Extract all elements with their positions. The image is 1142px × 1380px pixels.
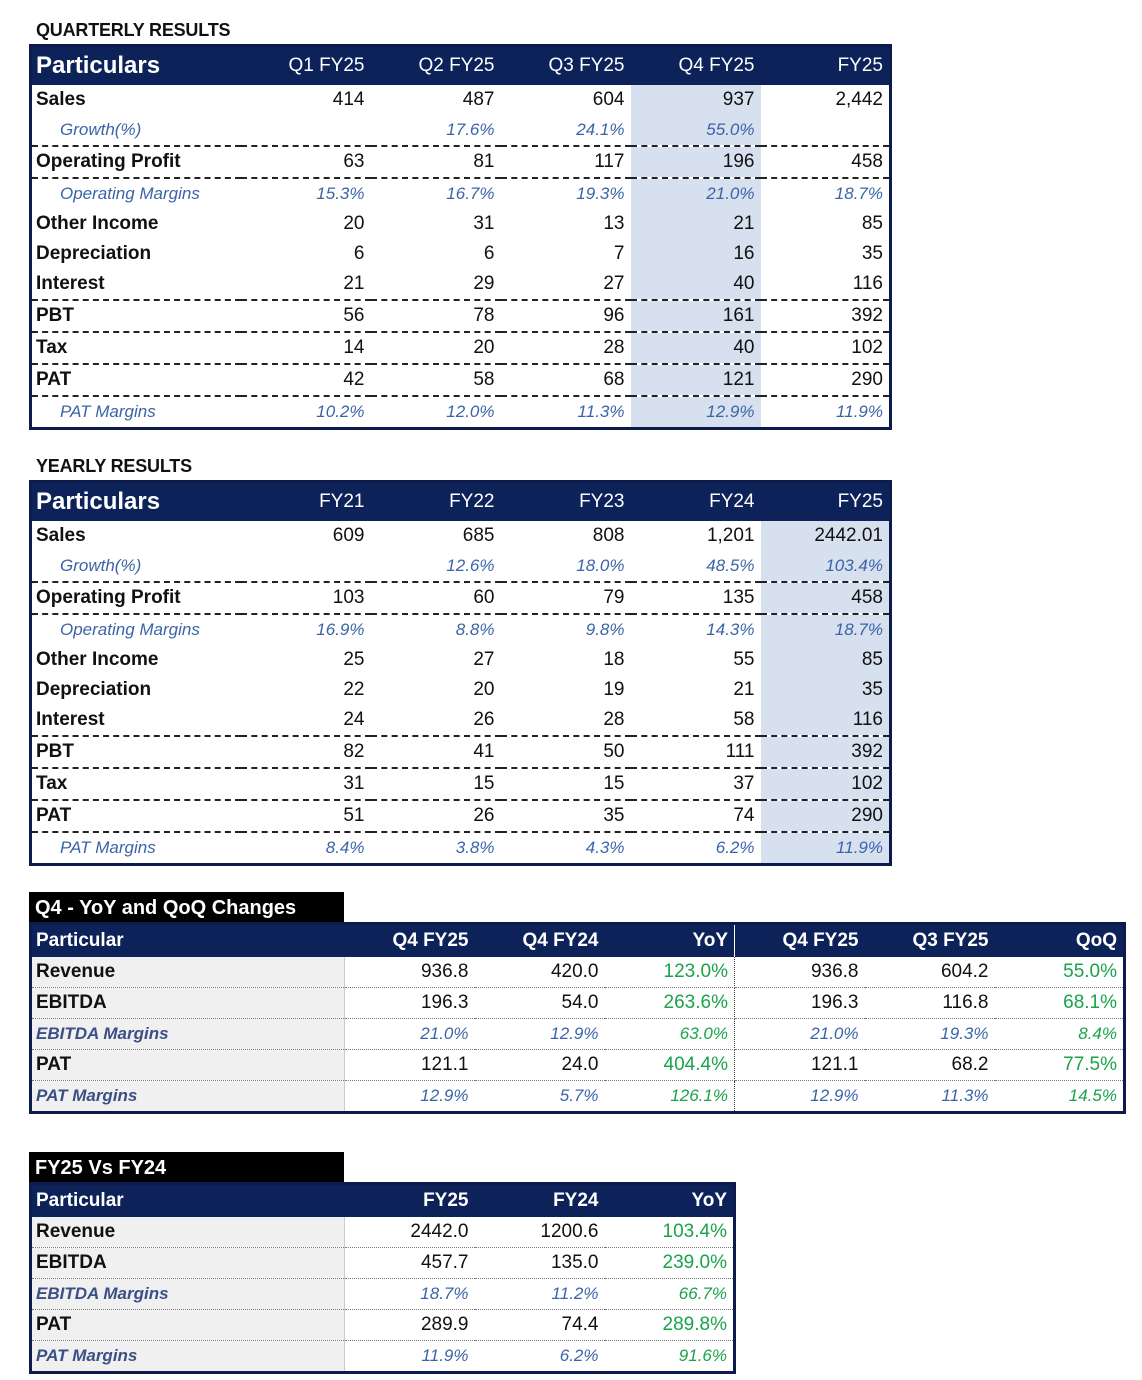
cell-revenue-qoq-5: 55.0% (995, 957, 1125, 988)
row-label-interest: Interest (31, 705, 241, 736)
cell-tax-fy23: 15 (501, 768, 631, 800)
cell-pat-fy25: 290 (761, 364, 891, 396)
cell-ebitda-yoy-2: 263.6% (605, 988, 735, 1019)
cell-pat-qoq-5: 77.5% (995, 1050, 1125, 1081)
header-fy25: FY25 (761, 482, 891, 522)
fy-changes-table (29, 1182, 736, 1374)
row-label-operating-profit: Operating Profit (31, 146, 241, 178)
cell-depreciation-fy21: 22 (343, 679, 365, 700)
row-label-other-income: Other Income (36, 649, 159, 670)
cell-growth-fy23: 18.0% (501, 551, 631, 582)
cell-growth-fy22: 12.6% (371, 551, 501, 582)
cell-pat-margins-fy21: 8.4% (325, 838, 365, 857)
q4-changes-title: Q4 - YoY and QoQ Changes (29, 892, 344, 924)
table-row (31, 1310, 735, 1341)
cell-ebitda-margins-q3-fy25-4: 19.3% (865, 1019, 995, 1050)
cell-pbt-q1-fy25: 56 (241, 300, 371, 332)
table-row (31, 1279, 735, 1310)
fy-changes-title: FY25 Vs FY24 (29, 1152, 344, 1184)
cell-pbt-fy24: 111 (631, 736, 761, 768)
cell-pbt-q4-fy25: 161 (631, 300, 761, 332)
header-particular: Particular (31, 924, 345, 958)
cell-other-income-fy24: 55 (733, 649, 755, 670)
cell-depreciation-q1-fy25: 6 (353, 243, 365, 264)
cell-other-income-q2-fy25: 31 (473, 213, 495, 234)
cell-pat-yoy-2: 289.8% (605, 1310, 735, 1341)
row-label-revenue: Revenue (31, 1217, 345, 1248)
cell-pat-margins-q4-fy25: 12.9% (631, 396, 761, 429)
cell-operating-margins-fy25: 18.7% (761, 614, 891, 645)
cell-pat-yoy-2: 404.4% (605, 1050, 735, 1081)
cell-tax-fy25: 102 (761, 768, 891, 800)
row-label-pat-margins: PAT Margins (31, 1081, 345, 1113)
table-row (31, 146, 891, 178)
cell-operating-profit-fy23: 79 (501, 582, 631, 614)
cell-operating-profit-fy25: 458 (761, 146, 891, 178)
cell-operating-profit-q3-fy25: 117 (501, 146, 631, 178)
table-header-row (31, 482, 891, 522)
table-row (31, 832, 891, 865)
cell-pbt-fy25: 392 (761, 736, 891, 768)
cell-operating-profit-fy22: 60 (371, 582, 501, 614)
cell-operating-profit-q4-fy25: 196 (631, 146, 761, 178)
cell-pat-q4-fy25-3: 121.1 (735, 1050, 865, 1081)
cell-pbt-fy22: 41 (371, 736, 501, 768)
cell-pat-margins-q3-fy25: 11.3% (577, 402, 625, 421)
quarterly-results-table (29, 44, 892, 430)
row-label-pat: PAT (31, 1050, 345, 1081)
cell-tax-fy22: 15 (371, 768, 501, 800)
cell-ebitda-margins-yoy-2: 66.7% (605, 1279, 735, 1310)
cell-depreciation-q3-fy25: 7 (613, 243, 625, 264)
cell-pat-fy23: 35 (501, 800, 631, 832)
cell-ebitda-q4-fy25-0: 196.3 (345, 988, 475, 1019)
header-fy24: FY24 (631, 482, 761, 522)
cell-sales-fy22: 685 (462, 525, 495, 546)
header-fy24: FY24 (475, 1184, 605, 1218)
cell-depreciation-fy22: 20 (473, 679, 495, 700)
row-label-pat: PAT (31, 800, 241, 832)
cell-other-income-fy25: 85 (761, 645, 891, 675)
header-q3-fy25: Q3 FY25 (865, 924, 995, 958)
cell-sales-fy25: 2442.01 (761, 521, 891, 551)
cell-pbt-fy21: 82 (241, 736, 371, 768)
header-particulars: Particulars (31, 46, 241, 86)
table-row (31, 521, 891, 551)
cell-pbt-fy23: 50 (501, 736, 631, 768)
cell-growth-fy21 (241, 551, 371, 582)
header-q4-fy25: Q4 FY25 (631, 46, 761, 86)
cell-revenue-yoy-2: 103.4% (605, 1217, 735, 1248)
table-row (31, 1050, 1125, 1081)
cell-ebitda-margins-q4-fy24-1: 12.9% (475, 1019, 605, 1050)
table-row (31, 300, 891, 332)
table-row (31, 675, 891, 705)
cell-pbt-q3-fy25: 96 (501, 300, 631, 332)
cell-other-income-fy22: 27 (473, 649, 495, 670)
cell-ebitda-margins-qoq-5: 8.4% (995, 1019, 1125, 1050)
table-header-row (31, 924, 1125, 958)
row-label-tax: Tax (31, 768, 241, 800)
cell-operating-margins-q2-fy25: 16.7% (446, 184, 495, 203)
row-label-sales: Sales (36, 89, 86, 110)
header-fy21: FY21 (241, 482, 371, 522)
row-label-tax: Tax (31, 332, 241, 364)
table-row (31, 768, 891, 800)
row-label-operating-margins: Operating Margins (60, 184, 200, 203)
cell-other-income-fy23: 18 (603, 649, 625, 670)
cell-pbt-fy25: 392 (761, 300, 891, 332)
cell-pat-margins-q3-fy25-4: 11.3% (941, 1086, 989, 1105)
cell-operating-margins-fy25: 18.7% (834, 184, 883, 203)
cell-pat-margins-fy23: 4.3% (585, 838, 625, 857)
table-row (31, 1019, 1125, 1050)
table-row (31, 1341, 735, 1373)
cell-pat-margins-fy24-1: 6.2% (559, 1346, 599, 1365)
table-row (31, 1248, 735, 1279)
header-q4-fy25: Q4 FY25 (345, 924, 475, 958)
table-row (31, 209, 891, 239)
cell-growth-q4-fy25: 55.0% (631, 115, 761, 146)
row-label-ebitda: EBITDA (31, 1248, 345, 1279)
cell-operating-profit-fy21: 103 (241, 582, 371, 614)
cell-ebitda-fy24-1: 135.0 (475, 1248, 605, 1279)
cell-interest-fy23: 28 (501, 705, 631, 736)
cell-growth-q2-fy25: 17.6% (371, 115, 501, 146)
cell-revenue-fy24-1: 1200.6 (475, 1217, 605, 1248)
cell-sales-q3-fy25: 604 (592, 89, 625, 110)
row-label-interest: Interest (31, 269, 241, 300)
table-row (31, 85, 891, 115)
cell-ebitda-margins-yoy-2: 63.0% (605, 1019, 735, 1050)
table-row (31, 1217, 735, 1248)
row-label-pat: PAT (31, 364, 241, 396)
row-label-growth: Growth(%) (31, 551, 241, 582)
cell-revenue-q4-fy25-3: 936.8 (735, 957, 865, 988)
cell-pat-q4-fy25-0: 121.1 (345, 1050, 475, 1081)
table-row (31, 396, 891, 429)
table-row (31, 988, 1125, 1019)
cell-interest-q4-fy25: 40 (631, 269, 761, 300)
header-yoy: YoY (605, 924, 735, 958)
cell-interest-fy22: 26 (371, 705, 501, 736)
cell-sales-fy25: 2,442 (835, 89, 883, 110)
table-row (31, 1081, 1125, 1113)
cell-sales-q1-fy25: 414 (332, 89, 365, 110)
table-header-row (31, 46, 891, 86)
row-label-depreciation: Depreciation (36, 679, 152, 700)
row-label-pat-margins: PAT Margins (60, 402, 156, 421)
cell-operating-margins-q1-fy25: 15.3% (316, 184, 365, 203)
cell-interest-fy25: 116 (761, 269, 891, 300)
cell-sales-q2-fy25: 487 (462, 89, 495, 110)
cell-ebitda-q3-fy25-4: 116.8 (865, 988, 995, 1019)
table-row (31, 364, 891, 396)
cell-other-income-q3-fy25: 13 (603, 213, 625, 234)
row-label-operating-margins: Operating Margins (60, 620, 200, 639)
header-q4-fy24: Q4 FY24 (475, 924, 605, 958)
cell-pat-margins-fy25-0: 11.9% (421, 1346, 469, 1365)
header-qoq: QoQ (995, 924, 1125, 958)
header-fy25: FY25 (761, 46, 891, 86)
cell-tax-q2-fy25: 20 (371, 332, 501, 364)
table-row (31, 582, 891, 614)
cell-interest-q1-fy25: 21 (241, 269, 371, 300)
row-label-revenue: Revenue (31, 957, 345, 988)
cell-ebitda-fy25-0: 457.7 (345, 1248, 475, 1279)
cell-pat-fy22: 26 (371, 800, 501, 832)
cell-revenue-fy25-0: 2442.0 (345, 1217, 475, 1248)
cell-ebitda-yoy-2: 239.0% (605, 1248, 735, 1279)
table-row (31, 736, 891, 768)
cell-interest-q2-fy25: 29 (371, 269, 501, 300)
cell-growth-q1-fy25 (241, 115, 371, 146)
cell-ebitda-qoq-5: 68.1% (995, 988, 1125, 1019)
row-label-operating-profit: Operating Profit (31, 582, 241, 614)
cell-operating-margins-fy24: 14.3% (706, 620, 755, 639)
cell-operating-margins-fy22: 8.8% (455, 620, 495, 639)
cell-operating-profit-q2-fy25: 81 (371, 146, 501, 178)
row-label-ebitda-margins: EBITDA Margins (31, 1019, 345, 1050)
row-label-ebitda: EBITDA (31, 988, 345, 1019)
cell-tax-q1-fy25: 14 (241, 332, 371, 364)
cell-pat-margins-fy25: 11.9% (761, 832, 891, 865)
cell-pat-margins-fy22: 3.8% (455, 838, 495, 857)
table-row (31, 332, 891, 364)
cell-tax-q4-fy25: 40 (631, 332, 761, 364)
cell-depreciation-fy25: 35 (861, 243, 883, 264)
header-q4-fy25-2: Q4 FY25 (735, 924, 865, 958)
row-label-growth: Growth(%) (31, 115, 241, 146)
yearly-results-title: YEARLY RESULTS (36, 456, 192, 476)
table-row (31, 800, 891, 832)
table-row (31, 178, 891, 209)
cell-revenue-yoy-2: 123.0% (605, 957, 735, 988)
cell-revenue-q4-fy25-0: 936.8 (345, 957, 475, 988)
cell-depreciation-fy25: 35 (761, 675, 891, 705)
cell-pat-margins-q4-fy25-3: 12.9% (810, 1086, 859, 1105)
cell-pat-q2-fy25: 58 (371, 364, 501, 396)
header-q3-fy25: Q3 FY25 (501, 46, 631, 86)
header-yoy: YoY (605, 1184, 735, 1218)
cell-depreciation-q4-fy25: 16 (631, 239, 761, 269)
cell-operating-profit-fy24: 135 (631, 582, 761, 614)
cell-growth-q3-fy25: 24.1% (501, 115, 631, 146)
cell-sales-fy23: 808 (592, 525, 625, 546)
cell-pat-margins-yoy-2: 126.1% (605, 1081, 735, 1113)
row-label-sales: Sales (36, 525, 86, 546)
header-particulars: Particulars (31, 482, 241, 522)
row-label-pat-margins: PAT Margins (60, 838, 156, 857)
cell-tax-q3-fy25: 28 (501, 332, 631, 364)
table-row (31, 551, 891, 582)
row-label-ebitda-margins: EBITDA Margins (31, 1279, 345, 1310)
cell-pat-margins-yoy-2: 91.6% (678, 1346, 727, 1365)
header-fy23: FY23 (501, 482, 631, 522)
table-row (31, 645, 891, 675)
table-row (31, 705, 891, 736)
cell-other-income-fy21: 25 (343, 649, 365, 670)
row-label-pbt: PBT (31, 300, 241, 332)
cell-pat-q3-fy25: 68 (501, 364, 631, 396)
cell-pat-q4-fy24-1: 24.0 (475, 1050, 605, 1081)
quarterly-results-title: QUARTERLY RESULTS (36, 20, 231, 40)
cell-tax-fy25: 102 (761, 332, 891, 364)
cell-pat-fy24-1: 74.4 (475, 1310, 605, 1341)
cell-sales-q4-fy25: 937 (631, 85, 761, 115)
table-row (31, 614, 891, 645)
row-label-other-income: Other Income (36, 213, 159, 234)
cell-operating-margins-q3-fy25: 19.3% (576, 184, 625, 203)
cell-depreciation-fy24: 21 (733, 679, 755, 700)
cell-sales-fy21: 609 (332, 525, 365, 546)
cell-pat-fy21: 51 (241, 800, 371, 832)
header-q2-fy25: Q2 FY25 (371, 46, 501, 86)
cell-interest-fy21: 24 (241, 705, 371, 736)
cell-operating-margins-fy21: 16.9% (316, 620, 365, 639)
cell-pat-q3-fy25-4: 68.2 (865, 1050, 995, 1081)
cell-pat-margins-fy25: 11.9% (836, 402, 883, 421)
row-label-depreciation: Depreciation (36, 243, 152, 264)
cell-operating-margins-fy23: 9.8% (585, 620, 625, 639)
table-header-row (31, 1184, 735, 1218)
cell-ebitda-margins-q4-fy25-0: 21.0% (345, 1019, 475, 1050)
cell-pat-fy25: 290 (761, 800, 891, 832)
cell-ebitda-margins-q4-fy25-3: 21.0% (735, 1019, 865, 1050)
row-label-pbt: PBT (31, 736, 241, 768)
cell-interest-fy24: 58 (631, 705, 761, 736)
cell-pat-margins-fy24: 6.2% (715, 838, 755, 857)
row-label-pat-margins: PAT Margins (31, 1341, 345, 1373)
q4-changes-table (29, 922, 1126, 1114)
header-fy25: FY25 (345, 1184, 475, 1218)
cell-pat-fy24: 74 (631, 800, 761, 832)
cell-pat-q1-fy25: 42 (241, 364, 371, 396)
table-row (31, 957, 1125, 988)
cell-growth-fy24: 48.5% (631, 551, 761, 582)
cell-other-income-q1-fy25: 20 (343, 213, 365, 234)
cell-revenue-q3-fy25-4: 604.2 (865, 957, 995, 988)
cell-pat-margins-q2-fy25: 12.0% (446, 402, 495, 421)
table-row (31, 239, 891, 269)
cell-operating-profit-fy25: 458 (761, 582, 891, 614)
cell-ebitda-margins-fy24-1: 11.2% (475, 1279, 605, 1310)
yearly-results-table (29, 480, 892, 866)
cell-pat-margins-qoq-5: 14.5% (1068, 1086, 1117, 1105)
cell-pbt-q2-fy25: 78 (371, 300, 501, 332)
cell-other-income-fy25: 85 (861, 213, 883, 234)
cell-revenue-q4-fy24-1: 420.0 (475, 957, 605, 988)
cell-tax-fy24: 37 (631, 768, 761, 800)
cell-depreciation-fy23: 19 (603, 679, 625, 700)
cell-interest-fy25: 116 (761, 705, 891, 736)
cell-interest-q3-fy25: 27 (501, 269, 631, 300)
cell-pat-q4-fy25: 121 (631, 364, 761, 396)
table-row (31, 269, 891, 300)
header-particular: Particular (31, 1184, 345, 1218)
cell-ebitda-margins-fy25-0: 18.7% (345, 1279, 475, 1310)
cell-pat-margins-q4-fy24-1: 5.7% (559, 1086, 599, 1105)
cell-operating-profit-q1-fy25: 63 (241, 146, 371, 178)
cell-growth-fy25 (761, 115, 891, 146)
cell-depreciation-q2-fy25: 6 (483, 243, 495, 264)
cell-sales-fy24: 1,201 (706, 525, 755, 546)
cell-tax-fy21: 31 (241, 768, 371, 800)
cell-pat-margins-q4-fy25-0: 12.9% (420, 1086, 469, 1105)
cell-other-income-q4-fy25: 21 (631, 209, 761, 239)
cell-ebitda-q4-fy25-3: 196.3 (735, 988, 865, 1019)
cell-operating-margins-q4-fy25: 21.0% (631, 178, 761, 209)
row-label-pat: PAT (31, 1310, 345, 1341)
header-q1-fy25: Q1 FY25 (241, 46, 371, 86)
cell-pat-fy25-0: 289.9 (345, 1310, 475, 1341)
cell-growth-fy25: 103.4% (761, 551, 891, 582)
header-fy22: FY22 (371, 482, 501, 522)
cell-ebitda-q4-fy24-1: 54.0 (475, 988, 605, 1019)
table-row (31, 115, 891, 146)
cell-pat-margins-q1-fy25: 10.2% (316, 402, 365, 421)
